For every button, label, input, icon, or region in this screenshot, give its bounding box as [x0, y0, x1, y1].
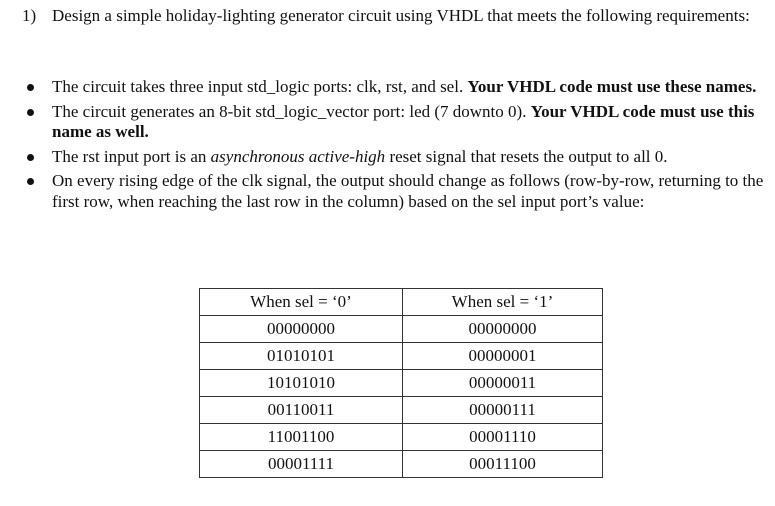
table-cell: 00000001: [403, 343, 603, 370]
table-cell: 00001111: [200, 451, 403, 478]
table-header-row: [200, 289, 603, 316]
bullet-reset: [0, 147, 768, 168]
question-number: 1): [22, 6, 37, 25]
table-cell: 00000000: [403, 316, 603, 343]
bullet-text: The rst input port is an: [52, 146, 211, 166]
requirements-list: [0, 77, 775, 216]
bullet-text: On every rising edge of the clk signal, the output should change as follows (row-by-row, returning to the first row, when reaching the last row in the column) based on the sel input port’s value:: [52, 171, 764, 211]
table-cell: 11001100: [200, 424, 403, 451]
bullet-emphasis: Your VHDL code must use this name as well.: [52, 101, 755, 141]
table-row: [200, 397, 603, 424]
bullet-ports: [0, 77, 768, 98]
question-text: Design a simple holiday-lighting generator circuit using VHDL that meets the following requirements:: [52, 6, 750, 25]
bullet-dot-icon: [27, 84, 34, 91]
table-cell: 00011100: [403, 451, 603, 478]
table-row: [200, 316, 603, 343]
bullet-led: [0, 102, 768, 143]
table-header-sel1: When sel = ‘1’: [403, 289, 603, 316]
table-cell: 01010101: [200, 343, 403, 370]
bullet-clock: [0, 171, 768, 212]
table-header-sel0: When sel = ‘0’: [200, 289, 403, 316]
bullet-italic: asynchronous active-high: [210, 146, 386, 166]
table-cell: 00001110: [403, 424, 603, 451]
bullet-text: The circuit generates an 8-bit std_logic_vector port: led (7 downto 0).: [52, 101, 531, 121]
table-row: [200, 370, 603, 397]
table-cell: 00000111: [403, 397, 603, 424]
table-row: [200, 451, 603, 478]
sequence-table: [199, 288, 603, 478]
bullet-dot-icon: [27, 154, 34, 161]
table-row: [200, 424, 603, 451]
bullet-emphasis: Your VHDL code must use these names.: [467, 77, 757, 96]
table-cell: 00000011: [403, 370, 603, 397]
table-cell: 10101010: [200, 370, 403, 397]
table-cell: 00110011: [200, 397, 403, 424]
bullet-text: reset signal that resets the output to all 0.: [385, 146, 668, 166]
table-cell: 00000000: [200, 316, 403, 343]
bullet-dot-icon: [27, 178, 34, 185]
table-row: [200, 343, 603, 370]
bullet-text: The circuit takes three input std_logic ports: clk, rst, and sel.: [52, 77, 468, 96]
bullet-dot-icon: [27, 109, 34, 116]
